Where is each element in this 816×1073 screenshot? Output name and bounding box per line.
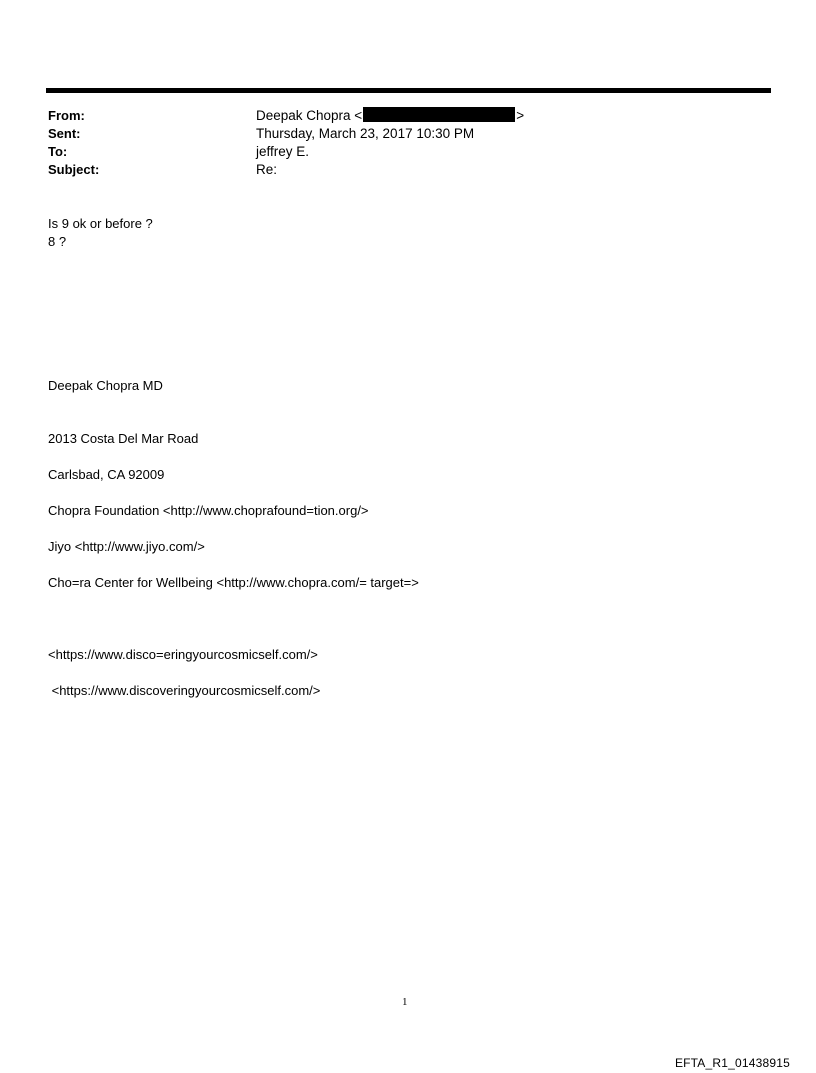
subject-label: Subject: bbox=[48, 162, 100, 177]
signature-name: Deepak Chopra MD bbox=[48, 378, 163, 393]
from-close-bracket: > bbox=[516, 108, 525, 123]
sent-label: Sent: bbox=[48, 126, 81, 141]
to-value: jeffrey E. bbox=[256, 144, 310, 159]
signature-link-center: Cho=ra Center for Wellbeing <http://www.chopra.com/= target=> bbox=[48, 575, 419, 590]
subject-value: Re: bbox=[256, 162, 278, 177]
document-id: EFTA_R1_01438915 bbox=[674, 1056, 790, 1070]
from-name: Deepak Chopra < bbox=[256, 108, 363, 123]
to-label: To: bbox=[48, 144, 68, 159]
from-label: From: bbox=[48, 108, 85, 123]
from-value bbox=[256, 107, 524, 125]
sent-value: Thursday, March 23, 2017 10:30 PM bbox=[256, 126, 475, 141]
redaction-block bbox=[363, 107, 515, 122]
signature-link-jiyo: Jiyo <http://www.jiyo.com/> bbox=[48, 539, 205, 554]
message-line-1: Is 9 ok or before ? bbox=[48, 216, 153, 231]
signature-address-2: Carlsbad, CA 92009 bbox=[48, 467, 165, 482]
page-number: 1 bbox=[402, 996, 408, 1008]
signature-link-cosmicself-2: <https://www.discoveringyourcosmicself.com/> bbox=[48, 683, 321, 698]
message-line-2: 8 ? bbox=[48, 234, 67, 249]
header-divider bbox=[46, 88, 771, 93]
signature-address-1: 2013 Costa Del Mar Road bbox=[48, 431, 199, 446]
signature-link-foundation: Chopra Foundation <http://www.choprafound=tion.org/> bbox=[48, 503, 369, 518]
signature-link-cosmicself-1: <https://www.disco=eringyourcosmicself.com/> bbox=[48, 647, 318, 662]
